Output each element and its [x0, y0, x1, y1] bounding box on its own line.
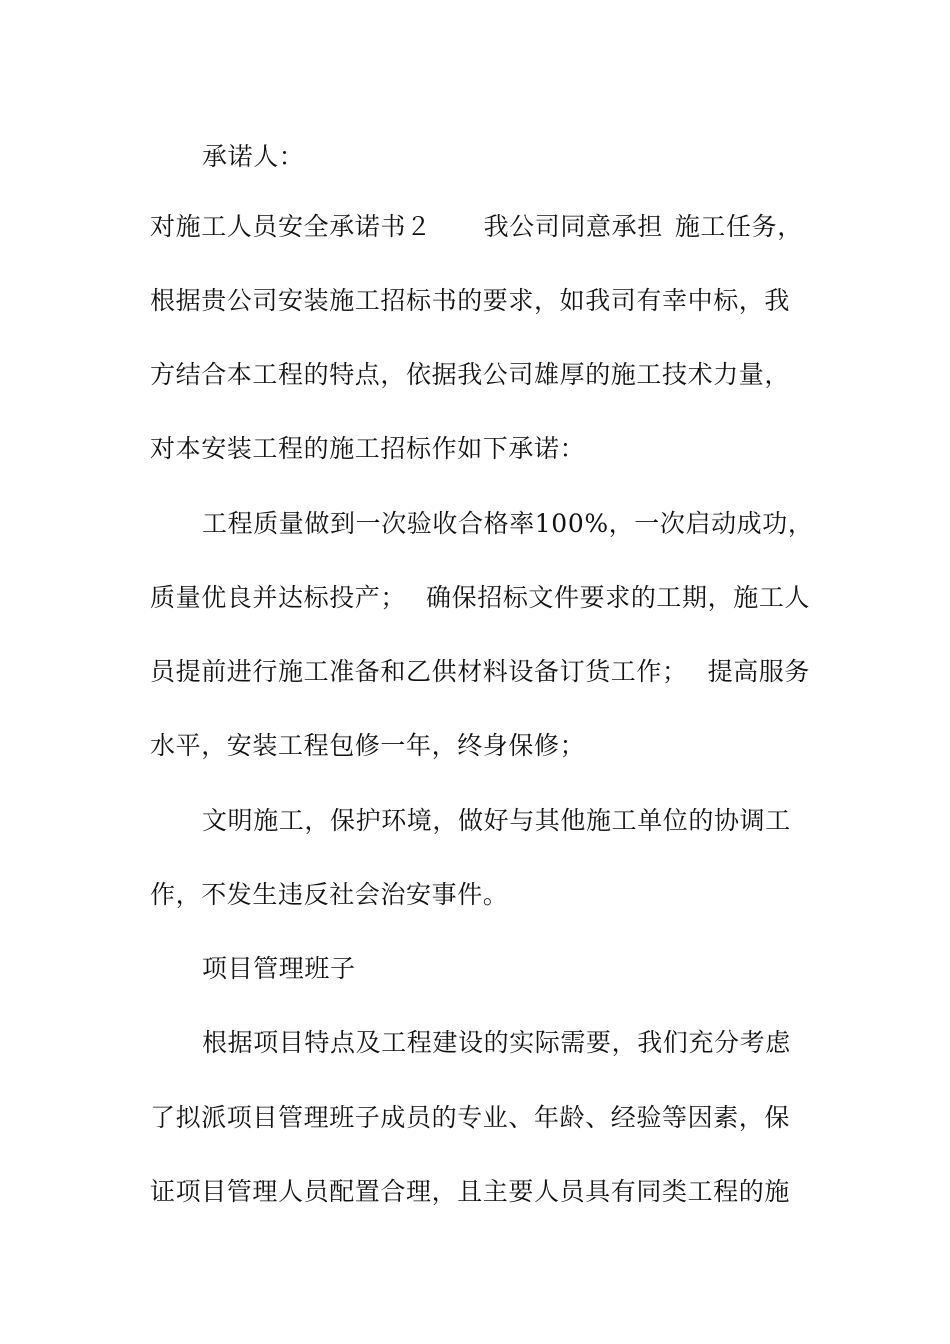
- paragraph-line: [150, 583, 810, 613]
- body-text: 质量优良并达标投产；: [150, 583, 407, 612]
- paragraph-line: 方结合本工程的特点，依据我公司雄厚的施工技术力量，: [150, 360, 791, 389]
- paragraph-line: 对本安装工程的施工招标作如下承诺：: [150, 434, 586, 463]
- paragraph-line: 证项目管理人员配置合理，且主要人员具有同类工程的施: [150, 1177, 791, 1206]
- paragraph-line: 水平，安装工程包修一年，终身保修；: [150, 731, 586, 760]
- body-text: 员提前进行施工准备和乙供材料设备订货工作；: [150, 657, 688, 686]
- paragraph-line: 根据项目特点及工程建设的实际需要，我们充分考虑: [202, 1028, 791, 1057]
- body-text: 提高服务: [707, 657, 811, 686]
- body-text: 我公司同意承担: [483, 212, 663, 241]
- body-text: 确保招标文件要求的工期，施工人: [426, 583, 811, 612]
- body-text: 施工任务，: [674, 212, 803, 241]
- signatory-label: 承诺人：: [202, 142, 305, 171]
- heading-line: [150, 212, 810, 242]
- paragraph-line: 作，不发生违反社会治安事件。: [150, 880, 509, 909]
- section-heading: 项目管理班子: [202, 954, 356, 983]
- letter-title: 对施工人员安全承诺书２: [150, 212, 432, 241]
- paragraph-line: 工程质量做到一次验收合格率100%，一次启动成功，: [202, 509, 814, 538]
- paragraph-line: 了拟派项目管理班子成员的专业、年龄、经验等因素，保: [150, 1103, 791, 1132]
- paragraph-line: 文明施工，保护环境，做好与其他施工单位的协调工: [202, 806, 791, 835]
- paragraph-line: 根据贵公司安装施工招标书的要求，如我司有幸中标，我: [150, 286, 791, 315]
- paragraph-line: [150, 657, 810, 687]
